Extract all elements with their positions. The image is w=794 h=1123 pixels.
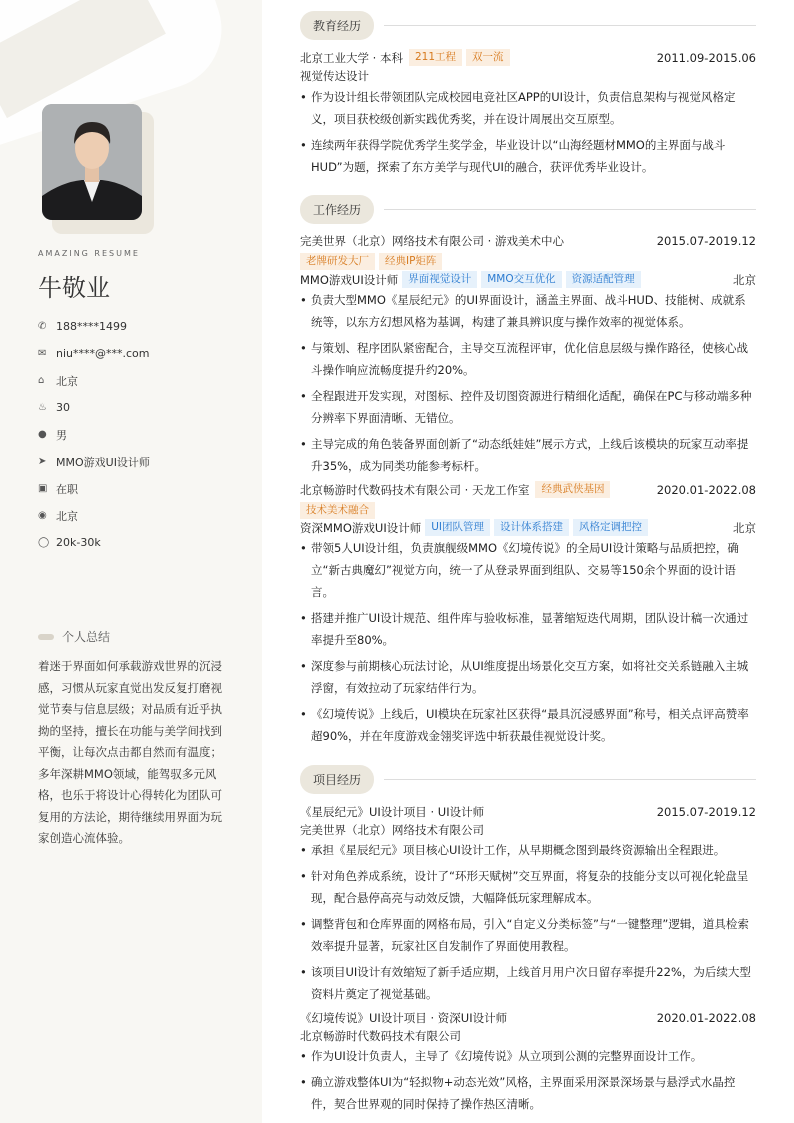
summary-text: 着迷于界面如何承载游戏世界的沉浸感，习惯从玩家直觉出发反复打磨视觉节奏与信息层级；对品质有近乎执拗的坚持，擅长在功能与美学间找到平衡，让每次点击都自然而有温度；多年深耕MMO领域，能驾驭多元风格，也乐于将设计心得转化为团队可复用的方法论，期待继续用界面为玩家创造心流体验。	[38, 659, 222, 845]
salary-icon: ◯	[38, 537, 50, 548]
list-item: • 承担《星辰纪元》项目核心UI设计工作，从早期概念图到最终资源输出全程跟进。	[300, 839, 756, 861]
skill-tag: UI团队管理	[425, 519, 490, 536]
info-text: 188****1499	[56, 320, 127, 333]
company-name: 完美世界（北京）网络技术有限公司 · 游戏美术中心	[300, 234, 564, 248]
job-date: 2015.07-2019.12	[656, 234, 756, 248]
info-text: 男	[56, 428, 67, 442]
section-title: 工作经历	[300, 195, 374, 224]
company-tag: 经典武侠基因	[535, 481, 610, 498]
project-company: 完美世界（北京）网络技术有限公司	[300, 823, 484, 837]
send-icon: ➤	[38, 456, 47, 467]
cake-icon: ♨	[38, 402, 47, 413]
info-text: 北京	[56, 374, 78, 388]
project-header	[300, 804, 756, 820]
info-salary	[38, 529, 150, 556]
info-position	[38, 448, 150, 475]
list-item: • 针对角色养成系统，设计了“环形天赋树”交互界面，将复杂的技能分支以可视化轮盘呈现，配合悬停高亮与动效反馈，大幅降低玩家理解成本。	[300, 865, 756, 909]
education-header	[300, 49, 756, 66]
company-tag: 经典IP矩阵	[379, 253, 442, 270]
phone-icon: ✆	[38, 321, 47, 332]
project-date: 2020.01-2022.08	[656, 1011, 756, 1025]
info-status	[38, 475, 150, 502]
avatar	[42, 104, 142, 220]
sidebar	[0, 0, 262, 1123]
skill-tag: 设计体系搭建	[494, 519, 569, 536]
info-text: 在职	[56, 482, 78, 496]
skill-tag: 界面视觉设计	[402, 271, 477, 288]
info-home	[38, 367, 150, 394]
major: 视觉传达设计	[300, 69, 369, 83]
avatar-photo	[42, 104, 142, 220]
section-projects	[300, 765, 756, 794]
briefcase-icon: ▣	[38, 483, 48, 494]
list-item: • 与策划、程序团队紧密配合，主导交互流程评审，优化信息层级与操作路径，使核心战斗操作响应流畅度提升约20%。	[300, 337, 756, 381]
company-name: 北京畅游时代数码技术有限公司 · 天龙工作室	[300, 482, 530, 497]
job-header	[300, 233, 756, 249]
school-name: 北京工业大学 · 本科	[300, 50, 403, 65]
divider	[384, 25, 756, 26]
skill-tag: 风格定调把控	[573, 519, 648, 536]
list-item: • 搭建并推广UI设计规范、组件库与验收标准，显著缩短迭代周期，团队设计稿一次通过率提升至80%。	[300, 607, 756, 651]
section-education	[300, 11, 756, 40]
list-item: • 主导完成的角色装备界面创新了“动态纸娃娃”展示方式，上线后该模块的玩家互动率提升35%，成为同类功能参考标杆。	[300, 433, 756, 477]
list-item: • 该项目UI设计有效缩短了新手适应期，上线首月用户次日留存率提升22%，为后续大型资料片奠定了视觉基础。	[300, 961, 756, 1005]
candidate-name: 牛敬业	[38, 274, 110, 302]
position-row	[300, 271, 756, 288]
section-title: 项目经历	[300, 765, 374, 794]
project-company: 北京畅游时代数码技术有限公司	[300, 1029, 461, 1043]
info-text: MMO游戏UI设计师	[56, 455, 150, 469]
company-tags	[300, 502, 756, 519]
project-name: 《幻境传说》UI设计项目 · 资深UI设计师	[300, 1011, 508, 1025]
list-item: • 作为UI设计负责人，主导了《幻境传说》从立项到公测的完整界面设计工作。	[300, 1045, 756, 1067]
list-item: • 确立游戏整体UI为“轻拟物+动态光效”风格，主界面采用深景深场景与悬浮式水晶控件，契合世界观的同时保持了操作热区清晰。	[300, 1071, 756, 1115]
info-gender	[38, 421, 150, 448]
list-item: • 作为设计组长带领团队完成校园电竞社区APP的UI设计，负责信息架构与视觉风格定义，项目获校级创新实践优秀奖，并在设计周展出交互原型。	[300, 86, 756, 130]
info-email	[38, 340, 150, 367]
list-item: • 《幻境传说》上线后，UI模块在玩家社区获得“最具沉浸感界面”称号，相关点评高赞率超90%，并在年度游戏金翎奖评选中斩获最佳视觉设计奖。	[300, 703, 756, 747]
summary-heading	[38, 628, 110, 645]
info-text: niu****@***.com	[56, 347, 150, 360]
company-tag: 老牌研发大厂	[300, 253, 375, 270]
summary-marker	[38, 634, 54, 640]
list-item: • 深度参与前期核心玩法讨论，从UI维度提出场景化交互方案，如将社交关系链融入主城浮窗，有效拉动了玩家结伴行为。	[300, 655, 756, 699]
position-name: 资深MMO游戏UI设计师	[300, 520, 422, 535]
project-date: 2015.07-2019.12	[656, 805, 756, 819]
gender-icon: ●	[38, 429, 47, 440]
info-phone	[38, 313, 150, 340]
school-tag: 双一流	[466, 49, 510, 66]
job-city: 北京	[733, 272, 756, 287]
section-work	[300, 195, 756, 224]
resume-tagline: AMAZING RESUME	[38, 249, 140, 258]
list-item: • 负责大型MMO《星辰纪元》的UI界面设计，涵盖主界面、战斗HUD、技能树、成就系统等，以东方幻想风格为基调，构建了兼具辨识度与操作效率的视觉体系。	[300, 289, 756, 333]
info-age	[38, 394, 150, 421]
summary-title: 个人总结	[62, 630, 111, 644]
skill-tag: 资源适配管理	[566, 271, 641, 288]
education-date: 2011.09-2015.06	[656, 50, 756, 65]
position-name: MMO游戏UI设计师	[300, 272, 399, 287]
list-item: • 全程跟进开发实现，对图标、控件及切图资源进行精细化适配，确保在PC与移动端多种分辨率下界面清晰、无错位。	[300, 385, 756, 429]
section-title: 教育经历	[300, 11, 374, 40]
project-name: 《星辰纪元》UI设计项目 · UI设计师	[300, 805, 485, 819]
list-item: • 带领5人UI设计组，负责旗舰级MMO《幻境传说》的全局UI设计策略与品质把控，确立“新古典魔幻”视觉方向，统一了从登录界面到组队、交易等150余个界面的设计语言。	[300, 537, 756, 603]
job-city: 北京	[733, 520, 756, 535]
info-text: 20k-30k	[56, 536, 101, 549]
divider	[384, 779, 756, 780]
home-icon: ⌂	[38, 375, 45, 386]
info-text: 北京	[56, 509, 78, 523]
info-text: 30	[56, 401, 70, 414]
contact-info-list	[38, 313, 150, 556]
company-tags	[300, 253, 756, 270]
job-date: 2020.01-2022.08	[656, 482, 756, 497]
job-header	[300, 481, 756, 498]
company-tag: 技术美术融合	[300, 502, 375, 519]
school-tag: 211工程	[409, 49, 462, 66]
divider	[384, 209, 756, 210]
mail-icon: ✉	[38, 348, 47, 359]
project-header	[300, 1010, 756, 1026]
location-icon: ◉	[38, 510, 47, 521]
list-item: • 调整背包和仓库界面的网格布局，引入“自定义分类标签”与“一键整理”逻辑，道具检索效率提升显著，玩家社区自发制作了界面使用教程。	[300, 913, 756, 957]
skill-tag: MMO交互优化	[481, 271, 561, 288]
info-location	[38, 502, 150, 529]
position-row	[300, 519, 756, 536]
list-item: • 连续两年获得学院优秀学生奖学金，毕业设计以“山海经题材MMO的主界面与战斗HUD”为题，探索了东方美学与现代UI的融合，获评优秀毕业设计。	[300, 134, 756, 178]
